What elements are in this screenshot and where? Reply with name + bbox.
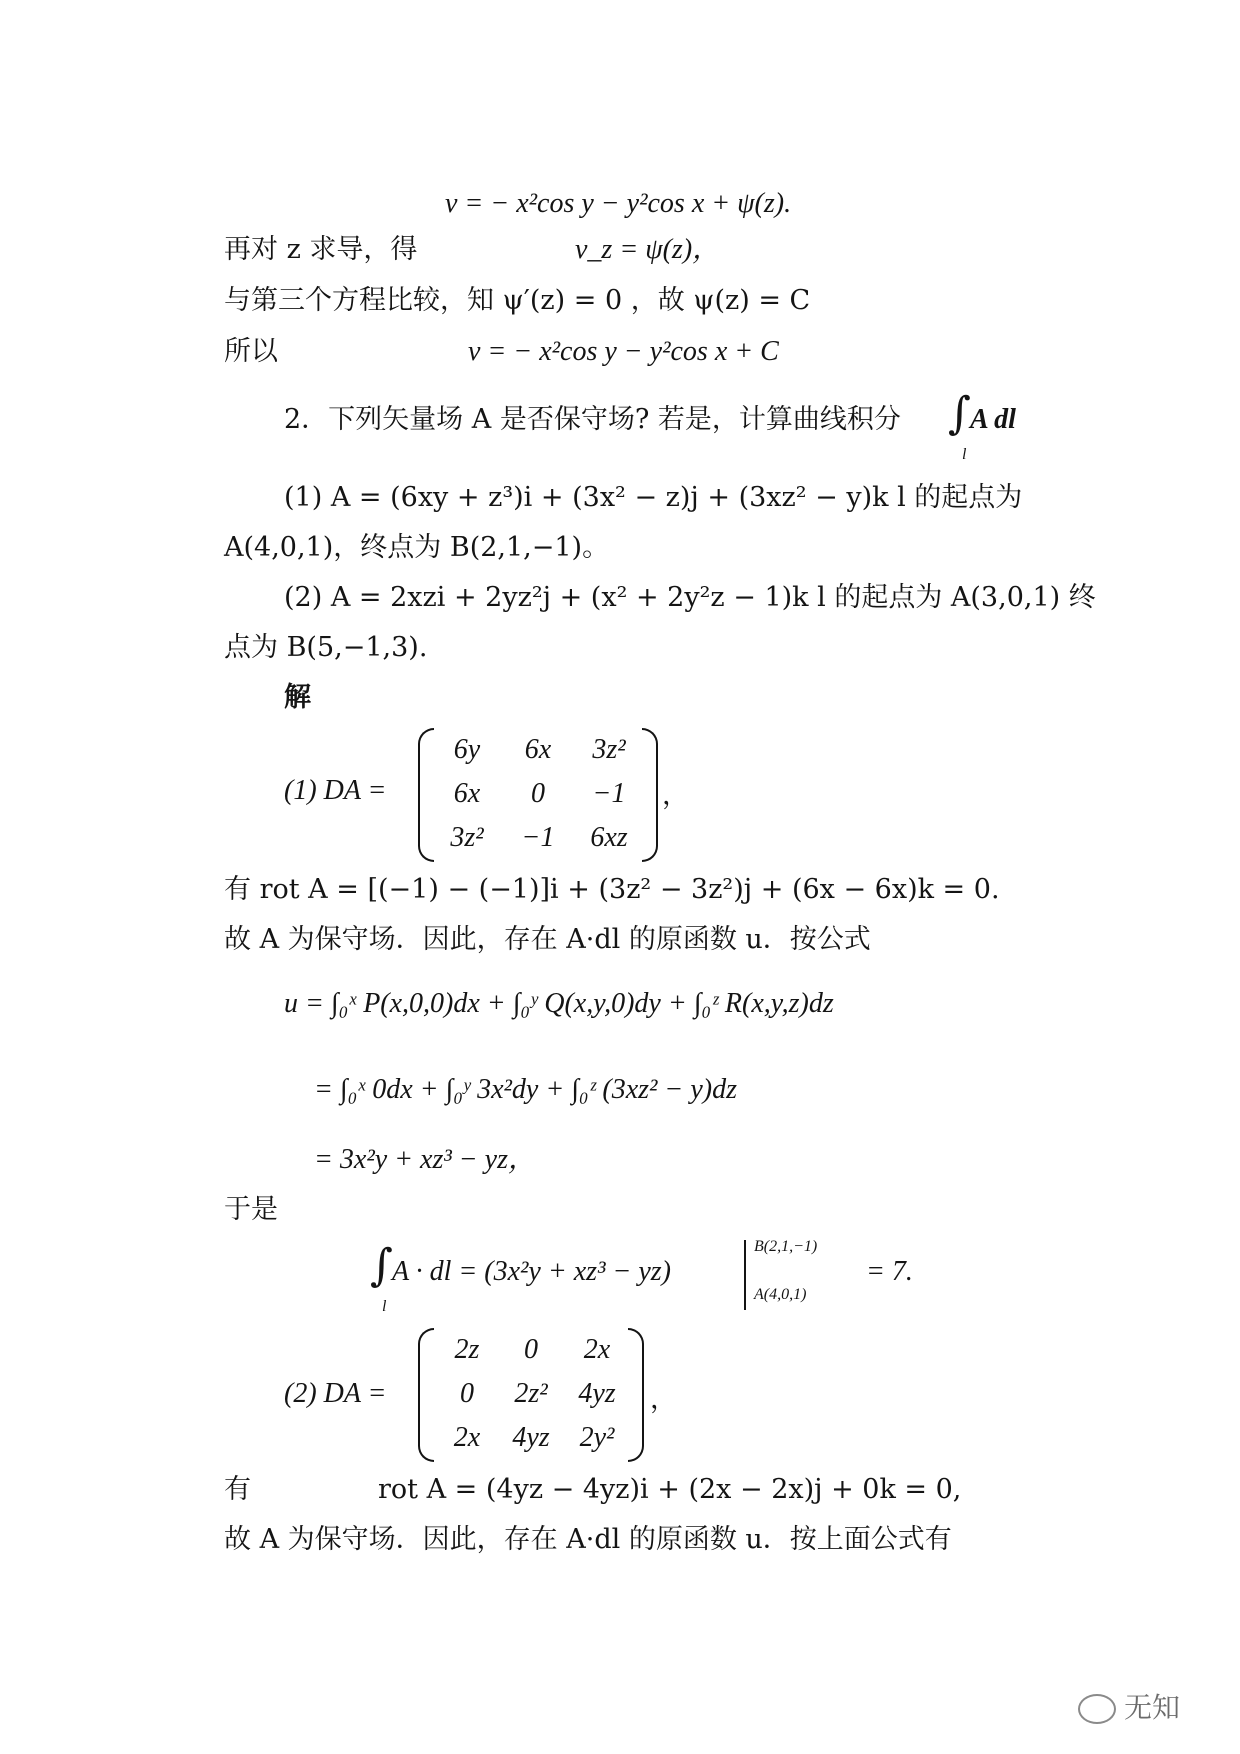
text-line: 所以 xyxy=(224,336,278,367)
problem-part-2-endpoints: 点为 B(5,−1,3). xyxy=(224,632,428,663)
matrix-cell: 2y² xyxy=(579,1422,615,1453)
matrix-cell: 6xz xyxy=(590,822,628,853)
equation-v-final: v = − x²cos y − y²cos x + C xyxy=(468,336,779,367)
text-line: 再对 z 求导，得 xyxy=(224,234,418,265)
matrix-cell: 2z xyxy=(454,1334,480,1365)
text-line: 故 A 为保守场．因此，存在 A·dl 的原函数 u．按公式 xyxy=(224,924,871,955)
matrix-cell: 6x xyxy=(524,734,552,765)
equation-vz: v_z = ψ(z)， xyxy=(575,234,721,265)
text-line: 于是 xyxy=(224,1194,278,1225)
matrix-cell: 4yz xyxy=(512,1422,550,1453)
equation-v: v = − x²cos y − y²cos x + ψ(z). xyxy=(445,188,792,219)
matrix-cell: 6x xyxy=(453,778,481,809)
lower-limit: A(4,0,1) xyxy=(754,1286,807,1303)
problem-part-1: (1) A = (6xy + z³)i + (3x² − z)j + (3xz² − y)k l 的起点为 xyxy=(284,482,1023,513)
integral-subscript: l xyxy=(962,446,967,463)
evaluation-bar xyxy=(744,1240,746,1310)
problem-part-1-endpoints: A(4,0,1)，终点为 B(2,1,−1)。 xyxy=(224,532,610,563)
problem-part-2: (2) A = 2xzi + 2yz²j + (x² + 2y²z − 1)k l 的起点为 A(3,0,1) 终 xyxy=(284,582,1096,613)
integral-u: u = ∫₀ˣ P(x,0,0)dx + ∫₀ʸ Q(x,y,0)dy + ∫₀ᶻ R(x,y,z)dz xyxy=(284,988,834,1019)
wechat-icon xyxy=(1078,1694,1116,1724)
matrix-1 xyxy=(418,728,658,862)
matrix-cell: 0 xyxy=(524,1334,538,1365)
matrix-1-tail: ， xyxy=(662,780,689,811)
matrix-cell: 4yz xyxy=(578,1378,616,1409)
text-line: 故 A 为保守场．因此，存在 A·dl 的原函数 u．按上面公式有 xyxy=(224,1524,952,1555)
problem-statement: 2．下列矢量场 A 是否保守场? 若是，计算曲线积分 xyxy=(284,404,901,435)
line-integral: A · dl = (3x²y + xz³ − yz) xyxy=(392,1256,672,1287)
matrix-1-label: (1) DA = xyxy=(284,775,387,806)
integral-sign: ∫ xyxy=(948,388,971,439)
rot-line-1: 有 rot A = [(−1) − (−1)]i + (3z² − 3z²)j + (6x − 6x)k = 0. xyxy=(224,874,1000,905)
matrix-cell: 2x xyxy=(583,1334,611,1365)
matrix-cell: 0 xyxy=(531,778,545,809)
matrix-cell: 0 xyxy=(460,1378,474,1409)
solution-heading: 解 xyxy=(284,682,311,713)
matrix-cell: −1 xyxy=(592,778,626,809)
rot-line-2: rot A = (4yz − 4yz)i + (2x − 2x)j + 0k = 0, xyxy=(378,1474,962,1505)
watermark-text: 无知 xyxy=(1123,1691,1180,1724)
matrix-2-label: (2) DA = xyxy=(284,1378,387,1409)
matrix-2 xyxy=(418,1328,644,1462)
upper-limit: B(2,1,−1) xyxy=(754,1238,818,1255)
text-line: 有 xyxy=(224,1474,251,1505)
integrand: A dl xyxy=(970,404,1016,435)
matrix-cell: −1 xyxy=(521,822,555,853)
text-line: 与第三个方程比较，知 ψ′(z) = 0 ，故 ψ(z) = C xyxy=(224,285,811,316)
integral-u-step: = ∫₀ˣ 0dx + ∫₀ʸ 3x²dy + ∫₀ᶻ (3xz² − y)dz xyxy=(314,1074,737,1105)
matrix-cell: 3z² xyxy=(592,734,626,765)
watermark xyxy=(1078,1686,1180,1726)
matrix-cell: 6y xyxy=(453,734,481,765)
integral-sign: ∫ xyxy=(370,1240,393,1291)
matrix-cell: 2x xyxy=(453,1422,481,1453)
integral-subscript: l xyxy=(382,1298,387,1315)
integral-value: = 7. xyxy=(866,1256,913,1287)
matrix-2-tail: ， xyxy=(650,1384,677,1415)
matrix-cell: 3z² xyxy=(450,822,484,853)
integral-u-result: = 3x²y + xz³ − yz， xyxy=(314,1144,536,1175)
matrix-cell: 2z² xyxy=(514,1378,548,1409)
